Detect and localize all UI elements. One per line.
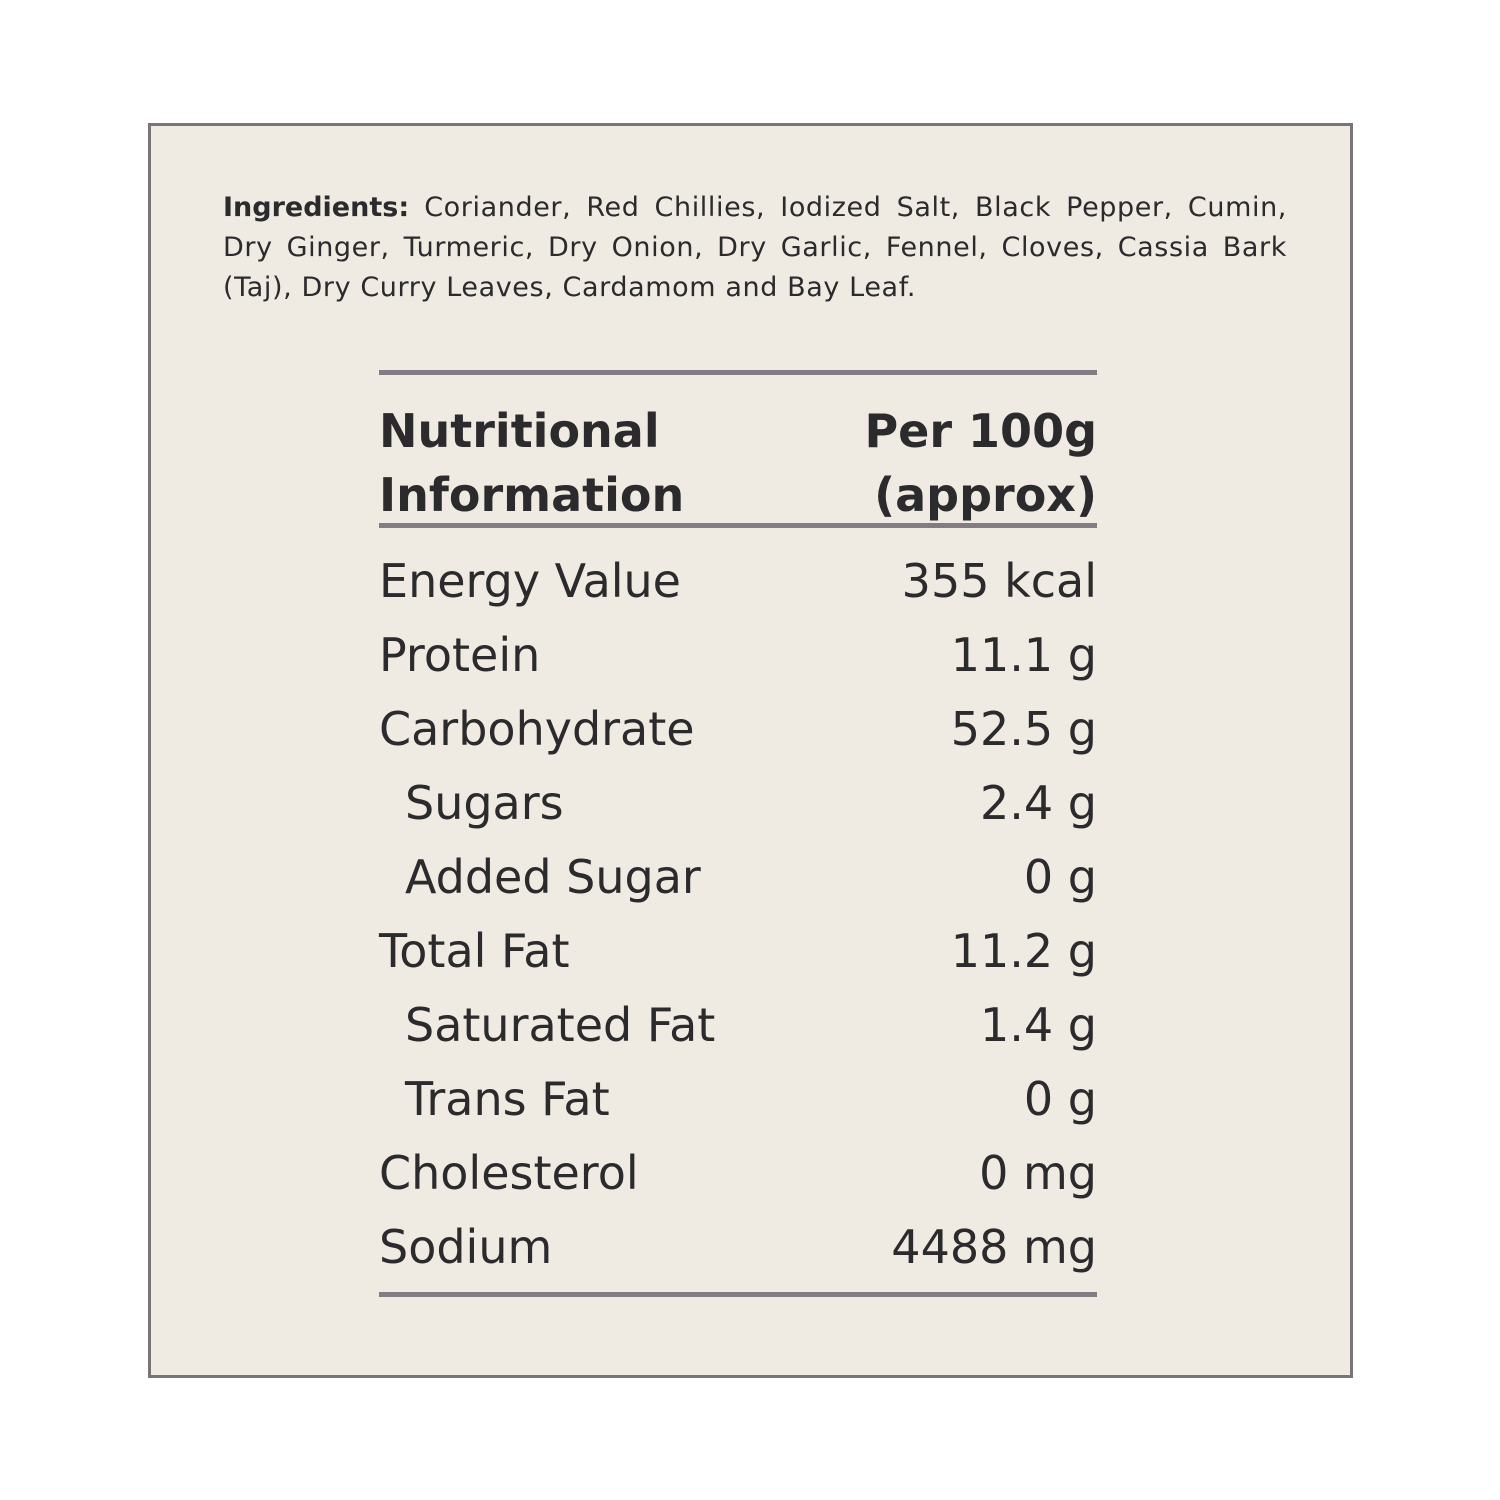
heading-right-line1: Per 100g (864, 404, 1097, 458)
nutrition-heading (379, 399, 684, 527)
nutrient-row-sodium (379, 1210, 1097, 1284)
nutrient-name: Sodium (379, 1220, 553, 1274)
nutrient-row-total-fat (379, 914, 1097, 988)
nutrient-row-trans-fat (379, 1062, 1097, 1136)
nutrient-name: Energy Value (379, 554, 681, 608)
bottom-rule (379, 1292, 1097, 1297)
nutrient-row-saturated-fat (379, 988, 1097, 1062)
ingredients-paragraph (223, 188, 1287, 308)
heading-left-line1: Nutritional (379, 404, 660, 458)
heading-right-line2: (approx) (874, 468, 1097, 522)
nutrient-row-added-sugar (379, 840, 1097, 914)
nutrient-value: 2.4 g (980, 776, 1097, 830)
nutrient-name: Saturated Fat (405, 998, 716, 1052)
nutrient-value: 355 kcal (901, 554, 1097, 608)
label-panel (148, 123, 1353, 1378)
nutrient-value: 1.4 g (980, 998, 1097, 1052)
nutrient-name: Cholesterol (379, 1146, 639, 1200)
nutrient-name: Protein (379, 628, 541, 682)
nutrient-name: Carbohydrate (379, 702, 695, 756)
nutrient-row-protein (379, 618, 1097, 692)
nutrient-value: 4488 mg (891, 1220, 1097, 1274)
nutrient-name: Sugars (405, 776, 564, 830)
nutrient-row-sugars (379, 766, 1097, 840)
nutrient-row-energy (379, 544, 1097, 618)
nutrition-rows (379, 528, 1097, 1292)
nutrient-row-carbohydrate (379, 692, 1097, 766)
ingredients-text: Coriander, Red Chillies, Iodized Salt, Black Pepper, Cumin, Dry Ginger, Turmeric, Dry Onion, Dry Garlic, Fennel, Cloves, Cassia Bark (Taj), Dry Curry Leaves, Cardamom and Bay Leaf. (223, 192, 1287, 303)
nutrition-header (379, 375, 1097, 523)
nutrient-value: 52.5 g (950, 702, 1097, 756)
nutrient-value: 0 g (1023, 850, 1097, 904)
nutrient-name: Added Sugar (405, 850, 701, 904)
nutrient-value: 0 mg (979, 1146, 1097, 1200)
nutrient-row-cholesterol (379, 1136, 1097, 1210)
nutrient-value: 0 g (1023, 1072, 1097, 1126)
nutrient-value: 11.1 g (950, 628, 1097, 682)
nutrition-table (379, 370, 1097, 1297)
nutrient-name: Trans Fat (405, 1072, 610, 1126)
serving-heading (864, 399, 1097, 527)
nutrient-name: Total Fat (379, 924, 570, 978)
heading-left-line2: Information (379, 468, 685, 522)
ingredients-label: Ingredients: (223, 192, 410, 223)
nutrient-value: 11.2 g (950, 924, 1097, 978)
